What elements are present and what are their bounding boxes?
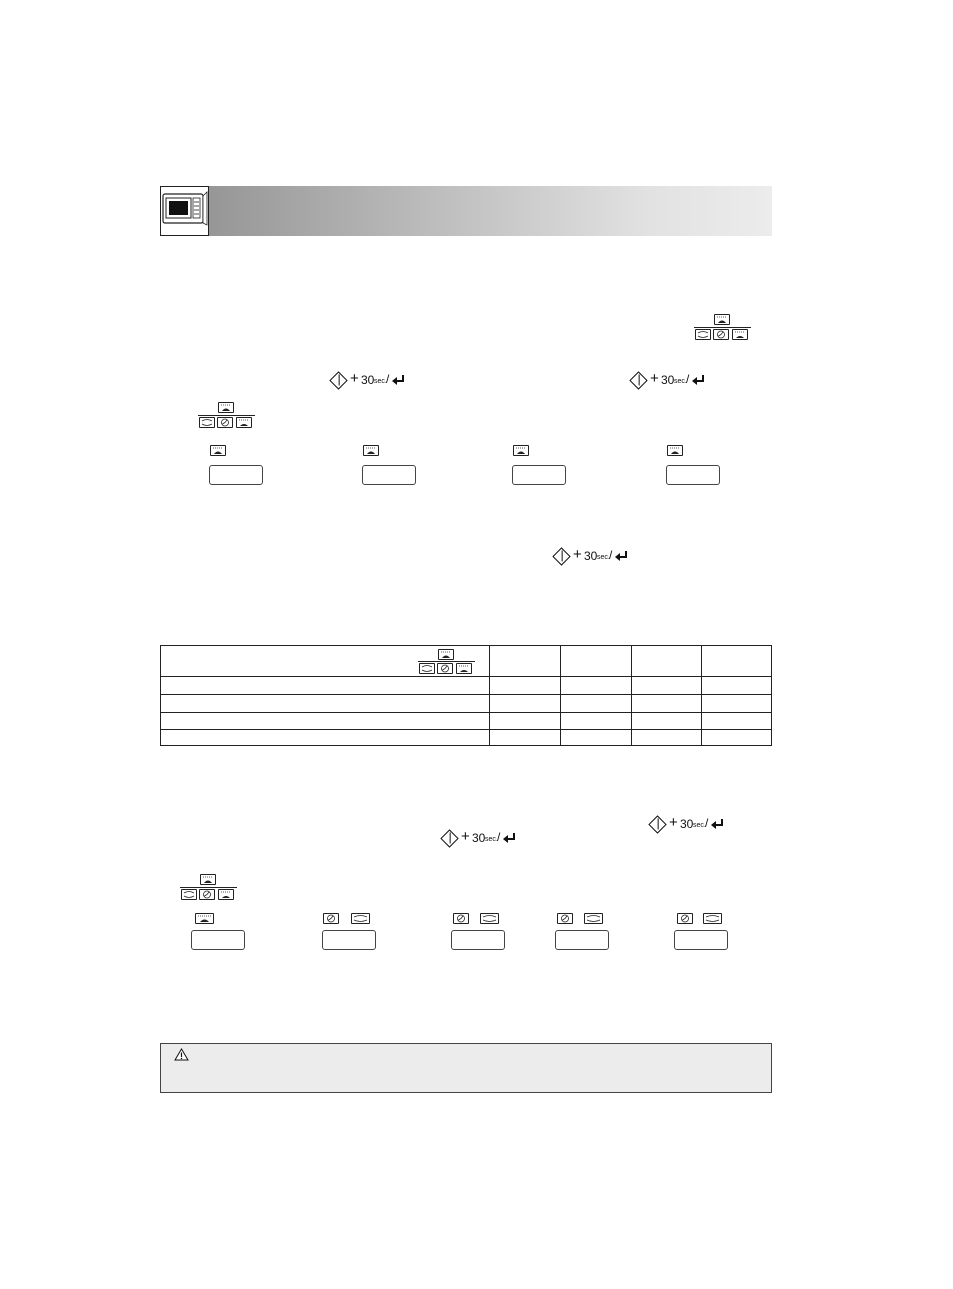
section-header-band [160, 186, 772, 236]
microwave-mode-icon [695, 329, 711, 340]
display-window [451, 930, 505, 950]
start-key-glyph: + 30 sec. / [443, 830, 519, 850]
enter-arrow-icon [711, 819, 724, 830]
top-heater-icon [714, 314, 730, 325]
display-window [209, 465, 263, 485]
warning-box [160, 1043, 772, 1093]
microwave-mode-icon [584, 913, 603, 924]
grill-mode-icon [513, 445, 529, 456]
enter-arrow-icon [392, 375, 405, 386]
display-window [362, 465, 416, 485]
microwave-mode-icon [181, 889, 197, 900]
microwave-mode-icon [351, 913, 370, 924]
convection-fan-icon [453, 913, 469, 924]
display-window [512, 465, 566, 485]
bottom-heater-icon [456, 663, 472, 674]
warning-triangle-icon [174, 1048, 189, 1061]
microwave-mode-icon [480, 913, 499, 924]
enter-arrow-icon [503, 833, 516, 844]
bottom-heater-icon [218, 889, 234, 900]
convection-fan-icon [557, 913, 573, 924]
display-window [191, 930, 245, 950]
top-heater-icon [218, 402, 234, 413]
grill-mode-icon [667, 445, 683, 456]
microwave-oven-icon [160, 186, 209, 236]
microwave-mode-icon [703, 913, 722, 924]
enter-arrow-icon [615, 551, 628, 562]
bottom-heater-icon [236, 417, 252, 428]
display-window [555, 930, 609, 950]
start-key-glyph: + 30 sec. / [632, 372, 708, 392]
convection-fan-icon [677, 913, 693, 924]
top-heater-icon [438, 649, 454, 660]
microwave-mode-icon [419, 663, 435, 674]
start-diamond-icon [552, 547, 570, 565]
display-window [666, 465, 720, 485]
display-window [322, 930, 376, 950]
start-diamond-icon [648, 815, 666, 833]
enter-arrow-icon [692, 375, 705, 386]
start-diamond-icon [440, 829, 458, 847]
bottom-heater-icon [732, 329, 748, 340]
convection-fan-icon [199, 889, 215, 900]
grill-mode-icon [195, 913, 214, 924]
start-diamond-icon [629, 371, 647, 389]
start-diamond-icon [329, 371, 347, 389]
start-key-glyph: + 30 sec. / [555, 548, 631, 568]
convection-fan-icon [437, 663, 453, 674]
display-window [674, 930, 728, 950]
start-key-glyph: + 30 sec. / [651, 816, 727, 836]
convection-fan-icon [713, 329, 729, 340]
convection-fan-icon [217, 417, 233, 428]
convection-fan-icon [323, 913, 339, 924]
settings-table [160, 645, 772, 746]
top-heater-icon [200, 874, 216, 885]
start-key-glyph: + 30 sec. / [332, 372, 408, 392]
microwave-mode-icon [199, 417, 215, 428]
grill-mode-icon [210, 445, 226, 456]
grill-mode-icon [363, 445, 379, 456]
